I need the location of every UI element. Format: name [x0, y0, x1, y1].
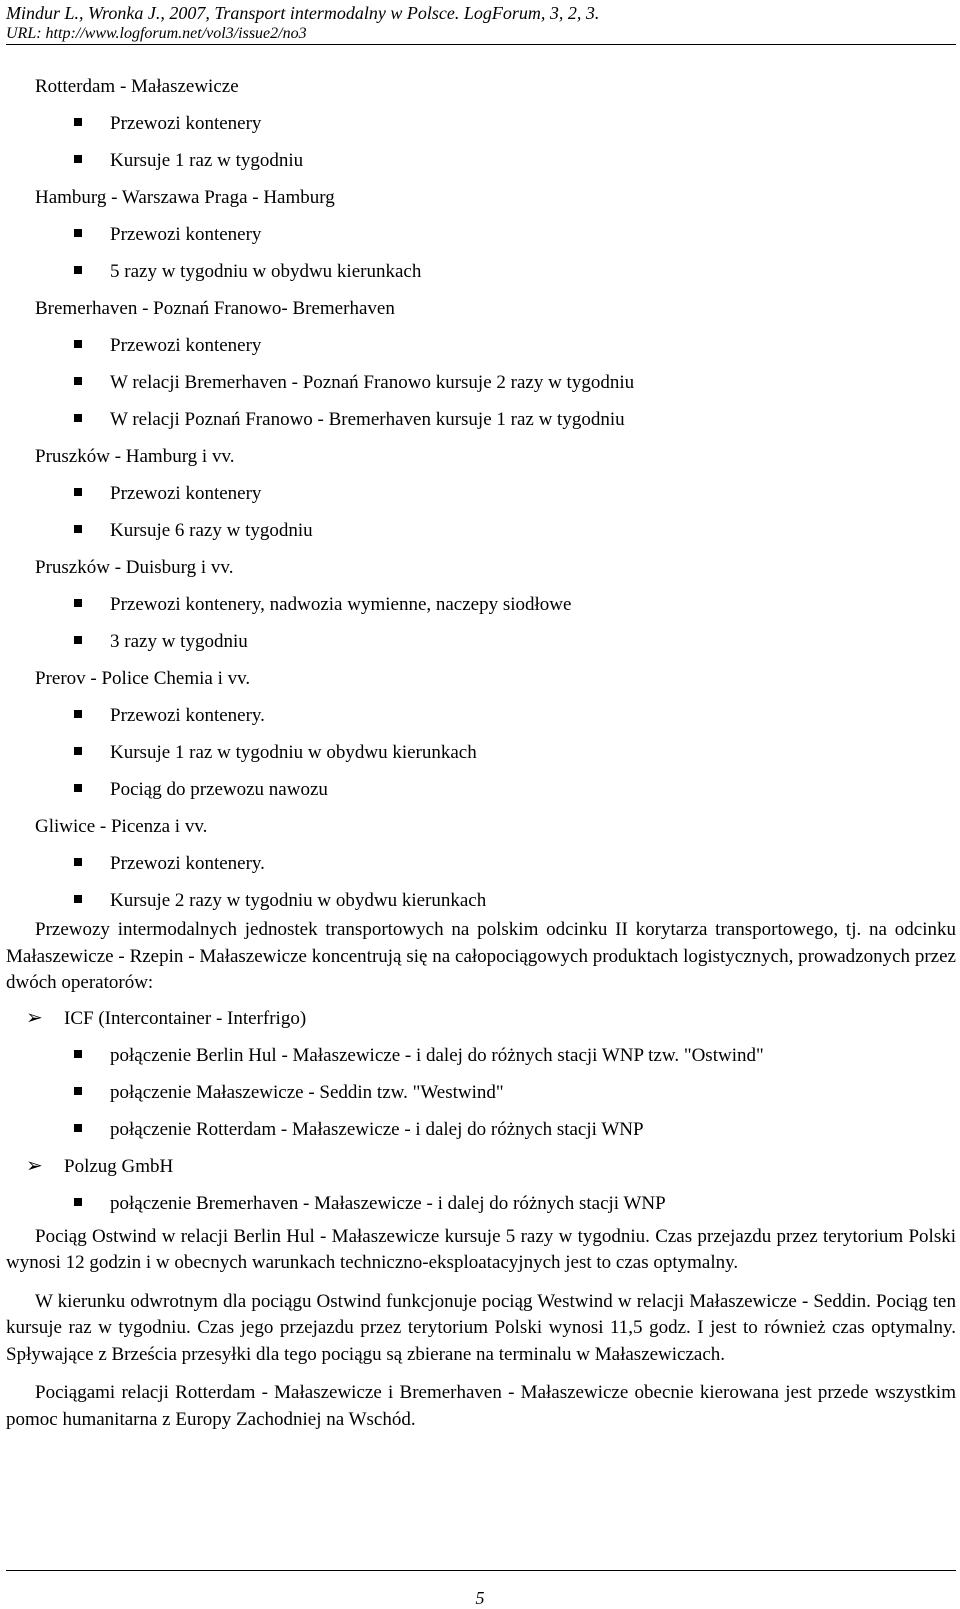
square-bullet-icon: [74, 710, 82, 718]
list-item: Przewozi kontenery: [6, 327, 956, 364]
paragraph-westwind: W kierunku odwrotnym dla pociągu Ostwind funkcjonuje pociąg Westwind w relacji Małaszewicze - Seddin. Pociąg ten kursuje raz w tygodniu. Czas jego przejazdu przez terytorium Polski wynosi 11,5 godz. I jest to również czas optymalny. Spływające z Brześcia przesyłki dla tego pociągu są zbierane na terminalu w Małaszewiczach.: [6, 1290, 956, 1365]
square-bullet-icon: [74, 1050, 82, 1058]
square-bullet-icon: [74, 377, 82, 385]
list-item: połączenie Rotterdam - Małaszewicze - i dalej do różnych stacji WNP: [6, 1111, 956, 1148]
square-bullet-icon: [74, 118, 82, 126]
list-item: Przewozi kontenery: [6, 216, 956, 253]
list-item: Kursuje 1 raz w tygodniu w obydwu kierunkach: [6, 734, 956, 771]
square-bullet-icon: [74, 340, 82, 348]
route-heading: Pruszków - Duisburg i vv.: [35, 557, 234, 578]
square-bullet-icon: [74, 784, 82, 792]
route-heading: Bremerhaven - Poznań Franowo- Bremerhaven: [35, 298, 395, 319]
intro-paragraph: Przewozy intermodalnych jednostek transportowych na polskim odcinku II korytarza transportowego, tj. na odcinku Małaszewicze - Rzepin - Małaszewicze koncentrują się na całopociągowych produktach logistycznych, prowadzonych przez dwóch operatorów:: [6, 919, 956, 993]
page-header: [6, 2, 956, 45]
list-item: Przewozi kontenery, nadwozia wymienne, naczepy siodłowe: [6, 586, 956, 623]
square-bullet-icon: [74, 747, 82, 755]
operator-heading: ➢ Polzug GmbH: [6, 1148, 956, 1185]
list-item: Kursuje 6 razy w tygodniu: [6, 512, 956, 549]
square-bullet-icon: [74, 266, 82, 274]
square-bullet-icon: [74, 636, 82, 644]
list-item: Kursuje 1 raz w tygodniu: [6, 142, 956, 179]
citation: Mindur L., Wronka J., 2007, Transport intermodalny w Polsce. LogForum, 3, 2, 3.: [6, 3, 600, 23]
footer-divider: [6, 1570, 956, 1571]
route-heading: Rotterdam - Małaszewicze: [35, 76, 239, 97]
paragraph-ostwind: Pociąg Ostwind w relacji Berlin Hul - Małaszewicze kursuje 5 razy w tygodniu. Czas przejazdu przez terytorium Polski wynosi 12 godzin i w obecnych warunkach techniczno-eksploatacyjnych jest to czas optymalny.: [6, 1225, 956, 1273]
source-url: URL: http://www.logforum.net/vol3/issue2/no3: [6, 25, 307, 42]
arrow-bullet-icon: ➢: [26, 1006, 43, 1029]
square-bullet-icon: [74, 895, 82, 903]
list-item: Przewozi kontenery: [6, 105, 956, 142]
list-item: 5 razy w tygodniu w obydwu kierunkach: [6, 253, 956, 290]
list-item: W relacji Poznań Franowo - Bremerhaven kursuje 1 raz w tygodniu: [6, 401, 956, 438]
document-body: [6, 68, 956, 1433]
square-bullet-icon: [74, 1198, 82, 1206]
route-heading: Pruszków - Hamburg i vv.: [35, 446, 235, 467]
square-bullet-icon: [74, 599, 82, 607]
square-bullet-icon: [74, 1124, 82, 1132]
square-bullet-icon: [74, 488, 82, 496]
route-heading: Prerov - Police Chemia i vv.: [35, 668, 251, 689]
arrow-bullet-icon: ➢: [26, 1154, 43, 1177]
square-bullet-icon: [74, 414, 82, 422]
list-item: Kursuje 2 razy w tygodniu w obydwu kierunkach: [6, 882, 956, 919]
list-item: połączenie Bremerhaven - Małaszewicze - i dalej do różnych stacji WNP: [6, 1185, 956, 1222]
square-bullet-icon: [74, 155, 82, 163]
list-item: Przewozi kontenery: [6, 475, 956, 512]
paragraph-humanitarian: Pociągami relacji Rotterdam - Małaszewicze i Bremerhaven - Małaszewicze obecnie kierowana jest przede wszystkim pomoc humanitarna z Europy Zachodniej na Wschód.: [6, 1382, 956, 1430]
list-item: Pociąg do przewozu nawozu: [6, 771, 956, 808]
square-bullet-icon: [74, 858, 82, 866]
list-item: Przewozi kontenery.: [6, 697, 956, 734]
list-item: połączenie Berlin Hul - Małaszewicze - i dalej do różnych stacji WNP tzw. "Ostwind": [6, 1037, 956, 1074]
square-bullet-icon: [74, 229, 82, 237]
route-heading: Gliwice - Picenza i vv.: [35, 816, 208, 837]
square-bullet-icon: [74, 1087, 82, 1095]
operator-heading: ➢ ICF (Intercontainer - Interfrigo): [6, 1000, 956, 1037]
route-heading: Hamburg - Warszawa Praga - Hamburg: [35, 187, 335, 208]
list-item: 3 razy w tygodniu: [6, 623, 956, 660]
list-item: W relacji Bremerhaven - Poznań Franowo kursuje 2 razy w tygodniu: [6, 364, 956, 401]
list-item: Przewozi kontenery.: [6, 845, 956, 882]
page-number: 5: [475, 1588, 485, 1608]
list-item: połączenie Małaszewicze - Seddin tzw. "Westwind": [6, 1074, 956, 1111]
square-bullet-icon: [74, 525, 82, 533]
